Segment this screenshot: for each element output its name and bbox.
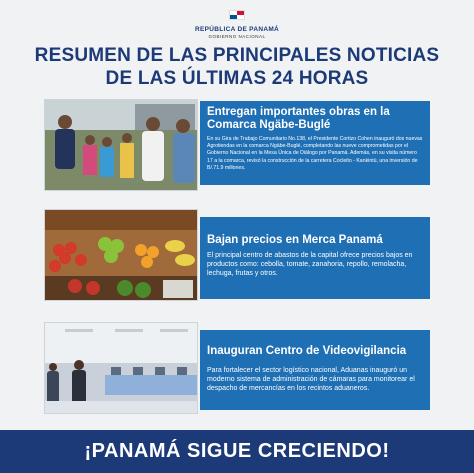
government-subtitle: GOBIERNO NACIONAL xyxy=(208,34,266,39)
footer-banner: ¡PANAMÁ SIGUE CRECIENDO! xyxy=(0,430,474,473)
news-2-photo xyxy=(44,209,198,301)
news-1-body: En su Gira de Trabajo Comunitario No.138, el Presidente Cortizo Cohen inauguró dos nuevas Agrotiendas en la comarca Ngäbe-Buglé, completando las nueve comprometidas por el Gobierno Nacional en la Mesa Única de Diálogo por Panamá. Además, en su visita número 17 a la comarca, revisó la construcción de la carretera Cocleito - Kankintú, una inversión de B/.71.9 millones. xyxy=(207,136,423,171)
news-3-title: Inauguran Centro de Videovigilancia xyxy=(207,345,407,357)
news-3-body: Para fortalecer el sector logístico nacional, Aduanas inauguró un moderno sistema de administración de cámaras para monitorear el despacho de mercancías en los recintos aduaneros. xyxy=(207,367,415,392)
header xyxy=(0,8,474,40)
news-2-panel xyxy=(200,217,430,299)
news-1-panel xyxy=(200,101,430,185)
page-title-line-2: DE LAS ÚLTIMAS 24 HORAS xyxy=(105,68,369,89)
news-3-photo xyxy=(44,322,198,414)
government-name: REPÚBLICA DE PANAMÁ xyxy=(194,26,280,33)
panama-flag-icon xyxy=(229,10,245,20)
page-title xyxy=(0,44,474,90)
news-2-title: Bajan precios en Merca Panamá xyxy=(207,234,383,246)
news-3-panel xyxy=(200,330,430,410)
news-1-title: Entregan importantes obras en la Comarca Ngäbe-Buglé xyxy=(207,106,390,131)
news-1-photo xyxy=(44,99,198,191)
news-2-body: El principal centro de abastos de la capital ofrece precios bajos en productos como: cebolla, tomate, zanahoria, repollo, remolacha, lechuga, frutas y otros. xyxy=(207,252,413,277)
page-title-line-1: RESUMEN DE LAS PRINCIPALES NOTICIAS xyxy=(34,45,440,66)
